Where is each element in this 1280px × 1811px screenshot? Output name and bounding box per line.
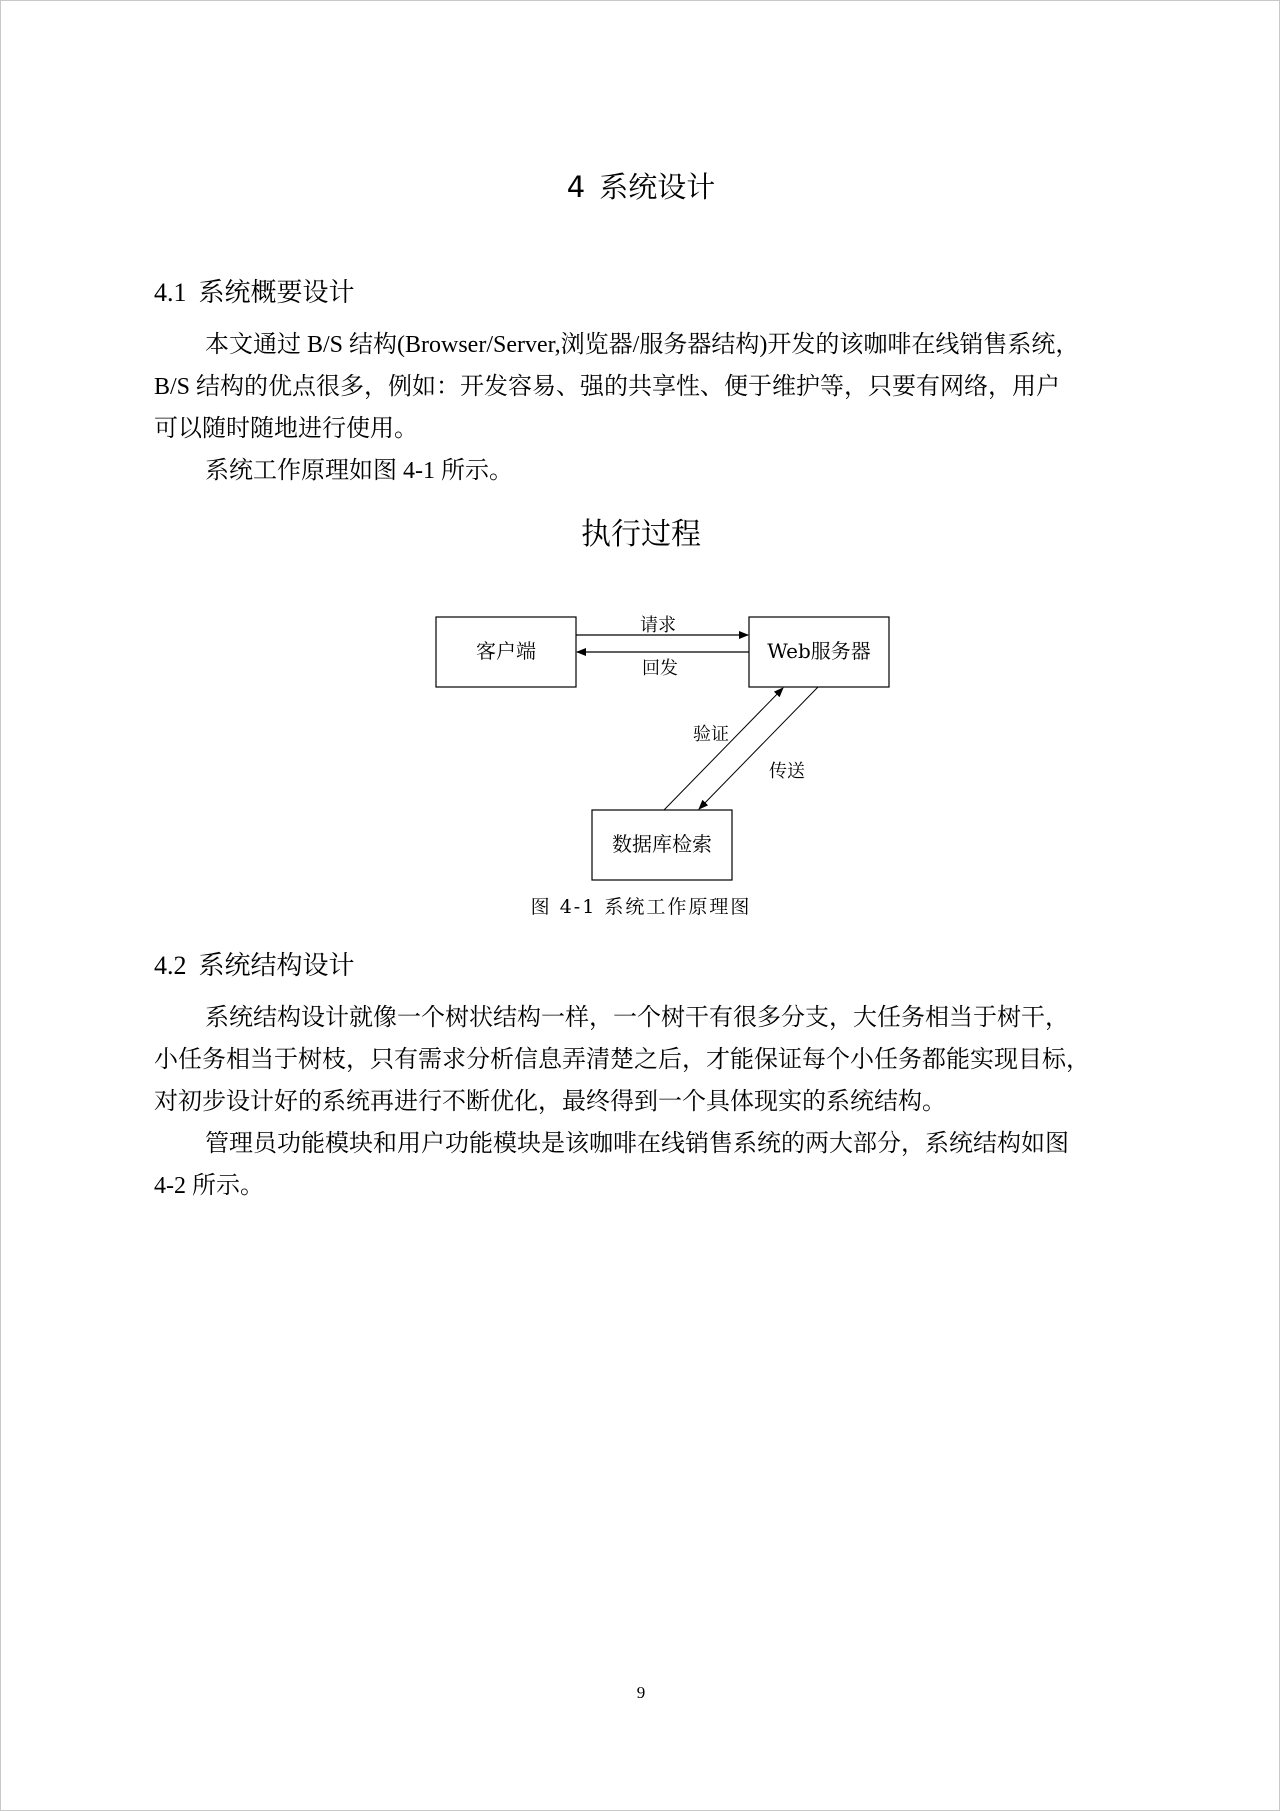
page-number: 9 — [636, 1683, 646, 1702]
verify-arrow — [664, 688, 783, 810]
web-server-node-label: Web服务器 — [767, 639, 871, 663]
paragraph-line: 系统结构设计就像一个树状结构一样，一个树干有很多分支，大任务相当于树干， — [205, 1005, 1069, 1031]
diagram-title: 执行过程 — [581, 517, 701, 552]
paragraph-figure-reference — [154, 450, 1129, 492]
request-label: 请求 — [640, 615, 676, 636]
paragraph-bs-structure — [154, 324, 1129, 450]
figure-caption: 图 4-1 系统工作原理图 — [530, 896, 752, 918]
system-working-principle-diagram — [1, 591, 1280, 931]
paragraph-line: 小任务相当于树枝，只有需求分析信息弄清楚之后，才能保证每个小任务都能实现目标， — [154, 1047, 1090, 1073]
chapter-number: 4 — [566, 170, 586, 204]
transfer-label: 传送 — [769, 761, 805, 782]
paragraph-modules — [154, 1123, 1129, 1207]
chapter-title — [1, 165, 1280, 206]
section-heading-4-1 — [154, 272, 355, 309]
transfer-arrow — [699, 687, 818, 809]
paragraph-tree-structure — [154, 997, 1129, 1123]
paragraph-line: B/S 结构的优点很多，例如：开发容易、强的共享性、便于维护等，只要有网络，用户 — [154, 374, 1061, 400]
section-title-text: 系统概要设计 — [198, 278, 355, 308]
section-heading-4-2 — [154, 945, 355, 982]
reply-label: 回发 — [642, 658, 678, 679]
section-number: 4.1 — [154, 278, 187, 307]
paragraph-line: 可以随时随地进行使用。 — [154, 416, 418, 442]
chapter-title-text: 系统设计 — [599, 170, 716, 204]
paragraph-line: 本文通过 B/S 结构(Browser/Server,浏览器/服务器结构)开发的该咖啡在线销售系统， — [205, 332, 1080, 358]
web-server-node — [749, 617, 889, 687]
database-node-label: 数据库检索 — [612, 832, 712, 856]
verify-label: 验证 — [693, 724, 729, 745]
section-number: 4.2 — [154, 951, 187, 980]
paragraph-line: 管理员功能模块和用户功能模块是该咖啡在线销售系统的两大部分，系统结构如图 — [205, 1131, 1069, 1157]
paragraph-line: 4-2 所示。 — [154, 1173, 264, 1199]
paragraph-line: 系统工作原理如图 4-1 所示。 — [205, 458, 513, 484]
client-node — [436, 617, 576, 687]
database-node — [592, 810, 732, 880]
section-title-text: 系统结构设计 — [198, 951, 355, 981]
paragraph-line: 对初步设计好的系统再进行不断优化，最终得到一个具体现实的系统结构。 — [154, 1089, 946, 1115]
client-node-label: 客户端 — [476, 639, 536, 663]
